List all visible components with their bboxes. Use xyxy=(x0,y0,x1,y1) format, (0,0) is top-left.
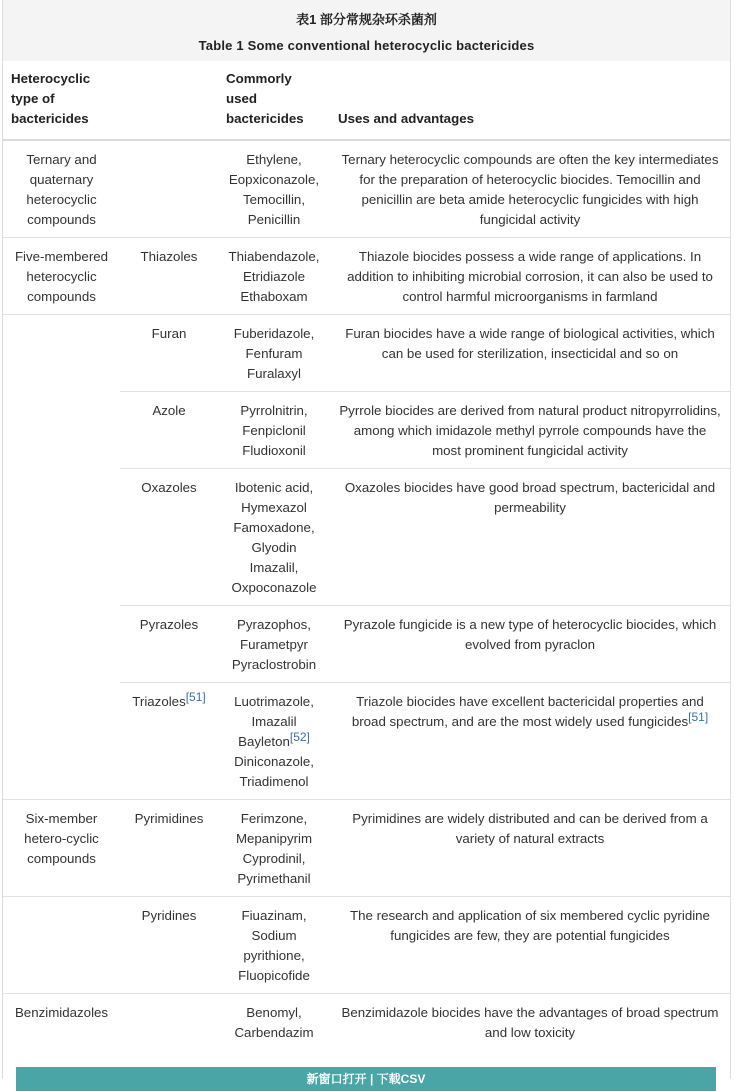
cell-subtype xyxy=(120,800,218,897)
bactericide-text: Fenpiclonil xyxy=(242,423,306,438)
bactericide-name xyxy=(223,849,325,869)
bactericide-name xyxy=(223,732,325,752)
subtype-label: Thiazoles xyxy=(140,249,198,264)
bactericide-text: Oxpoconazole xyxy=(231,580,317,595)
bactericide-text: Bayleton xyxy=(238,734,290,749)
header-uses: Uses and advantages xyxy=(330,61,730,140)
bactericide-text: Benomyl, xyxy=(246,1005,302,1020)
table-caption xyxy=(3,0,730,61)
bactericide-name xyxy=(223,809,325,829)
cell-subtype xyxy=(120,897,218,994)
cell-heterocyclic-type xyxy=(3,469,120,606)
table-row xyxy=(3,469,730,606)
bactericide-name xyxy=(223,210,325,230)
bactericide-name xyxy=(223,267,325,287)
bactericide-text: Ibotenic acid, xyxy=(234,480,314,495)
table-row xyxy=(3,606,730,683)
open-download-button[interactable]: 新窗口打开 | 下载CSV xyxy=(16,1067,716,1091)
bactericide-name xyxy=(223,441,325,461)
bactericide-name xyxy=(223,170,325,190)
bactericide-name xyxy=(223,906,325,926)
bactericide-name xyxy=(223,655,325,675)
bactericide-name xyxy=(223,558,325,578)
subtype-label: Pyridines xyxy=(141,908,197,923)
bactericide-text: pyrithione, xyxy=(243,948,305,963)
bactericide-name xyxy=(223,615,325,635)
bactericide-text: Luotrimazole, xyxy=(234,694,314,709)
bactericide-name xyxy=(223,150,325,170)
cell-subtype xyxy=(120,392,218,469)
bactericide-text: Pyrimethanil xyxy=(237,871,311,886)
reference-link[interactable]: [51] xyxy=(185,690,206,704)
bactericide-text: Temocillin, xyxy=(242,192,306,207)
cell-heterocyclic-type xyxy=(3,315,120,392)
uses-text: Oxazoles biocides have good broad spectrum, bactericidal and permeability xyxy=(344,480,716,515)
table-row xyxy=(3,315,730,392)
bactericide-name xyxy=(223,247,325,267)
uses-text: Furan biocides have a wide range of biological activities, which can be used for sterilization, insecticidal and so on xyxy=(345,326,715,361)
bactericide-text: Famoxadone, xyxy=(233,520,315,535)
cell-uses-advantages xyxy=(330,683,730,800)
bactericide-name xyxy=(223,578,325,598)
cell-subtype xyxy=(120,315,218,392)
bactericide-text: Mepanipyrim xyxy=(235,831,313,846)
bactericide-text: Carbendazim xyxy=(234,1025,314,1040)
cell-uses-advantages xyxy=(330,606,730,683)
bactericide-name xyxy=(223,364,325,384)
bactericide-text: Etridiazole xyxy=(242,269,306,284)
subtype-label: Oxazoles xyxy=(141,480,197,495)
bactericides-table xyxy=(3,61,730,1050)
cell-bactericides xyxy=(218,140,330,238)
bactericide-text: Imazalil, xyxy=(249,560,299,575)
subtype-label: Azole xyxy=(152,403,186,418)
subtype-label: Furan xyxy=(151,326,187,341)
bactericide-name xyxy=(223,190,325,210)
bactericide-name xyxy=(223,518,325,538)
table-row xyxy=(3,800,730,897)
subtype-label: Triazoles xyxy=(132,694,186,709)
cell-uses-advantages xyxy=(330,315,730,392)
table-row xyxy=(3,683,730,800)
bactericide-text: Eopxiconazole, xyxy=(228,172,320,187)
uses-text: The research and application of six membered cyclic pyridine fungicides are few, they are potential fungicides xyxy=(350,908,710,943)
uses-text: Benzimidazole biocides have the advantages of broad spectrum and low toxicity xyxy=(341,1005,719,1040)
uses-text: Pyrazole fungicide is a new type of heterocyclic biocides, which evolved from pyraclon xyxy=(343,617,717,652)
bactericide-text: Ferimzone, xyxy=(240,811,308,826)
bactericide-name xyxy=(223,1003,325,1023)
bactericide-name xyxy=(223,946,325,966)
bactericide-text: Fuberidazole, xyxy=(233,326,315,341)
cell-uses-advantages xyxy=(330,994,730,1051)
bactericide-name xyxy=(223,926,325,946)
cell-bactericides xyxy=(218,683,330,800)
bactericide-text: Hymexazol xyxy=(241,500,307,515)
bactericide-name xyxy=(223,344,325,364)
subtype-label: Pyrimidines xyxy=(134,811,204,826)
bactericide-text: Fiuazinam, xyxy=(241,908,307,923)
bactericide-name xyxy=(223,1023,325,1043)
cell-uses-advantages xyxy=(330,897,730,994)
cell-bactericides xyxy=(218,238,330,315)
bactericide-name xyxy=(223,421,325,441)
subtype-label: Pyrazoles xyxy=(139,617,199,632)
bactericide-name xyxy=(223,692,325,712)
table-body xyxy=(3,140,730,1050)
bactericide-text: Pyrazophos, xyxy=(237,617,311,632)
cell-subtype xyxy=(120,683,218,800)
uses-text: Triazole biocides have excellent bactericidal properties and broad spectrum, and are the most widely used fungicides xyxy=(351,694,704,729)
cell-heterocyclic-type xyxy=(3,683,120,800)
bactericide-text: Diniconazole, xyxy=(234,754,314,769)
bactericide-text: Pyrrolnitrin, xyxy=(240,403,308,418)
bactericide-text: Pyraclostrobin xyxy=(231,657,317,672)
bactericide-text: Sodium xyxy=(251,928,297,943)
bactericide-name xyxy=(223,966,325,986)
bactericide-text: Ethaboxam xyxy=(240,289,308,304)
bactericide-name xyxy=(223,287,325,307)
cell-bactericides xyxy=(218,994,330,1051)
bactericide-text: Triadimenol xyxy=(239,774,309,789)
cell-uses-advantages xyxy=(330,392,730,469)
cell-subtype xyxy=(120,994,218,1051)
bactericide-text: Fenfuram xyxy=(245,346,303,361)
bactericide-text: Thiabendazole, xyxy=(228,249,320,264)
cell-uses-advantages xyxy=(330,140,730,238)
bactericide-name xyxy=(223,498,325,518)
bactericide-text: Penicillin xyxy=(247,212,301,227)
bactericide-text: Fluopicofide xyxy=(238,968,310,983)
uses-text: Thiazole biocides possess a wide range of applications. In addition to inhibiting microbial corrosion, it can also be used to control harmful microorganisms in farmland xyxy=(347,249,713,304)
table-row xyxy=(3,994,730,1051)
cell-bactericides xyxy=(218,392,330,469)
header-row xyxy=(3,61,730,140)
caption-chinese: 表1 部分常规杂环杀菌剂 xyxy=(296,12,437,27)
table-row xyxy=(3,392,730,469)
cell-heterocyclic-type: Benzimidazoles xyxy=(3,994,120,1051)
bactericide-name xyxy=(223,772,325,792)
bactericide-text: Imazalil xyxy=(251,714,297,729)
caption-english: Table 1 Some conventional heterocyclic bactericides xyxy=(198,38,535,53)
cell-heterocyclic-type: Six-member hetero-cyclic compounds xyxy=(3,800,120,897)
table-row xyxy=(3,897,730,994)
bactericide-text: Cyprodinil, xyxy=(242,851,306,866)
table-row xyxy=(3,140,730,238)
bactericide-name xyxy=(223,829,325,849)
cell-subtype xyxy=(120,469,218,606)
bactericide-text: Ethylene, xyxy=(246,152,302,167)
cell-bactericides xyxy=(218,606,330,683)
uses-text: Pyrrole biocides are derived from natural product nitropyrrolidins, among which imidazole methyl pyrrole compounds have the most prominent fungicidal activity xyxy=(339,403,721,458)
cell-subtype xyxy=(120,140,218,238)
bactericide-text: Glyodin xyxy=(251,540,297,555)
bactericide-name xyxy=(223,869,325,889)
reference-link[interactable]: [52] xyxy=(289,730,310,744)
cell-bactericides xyxy=(218,800,330,897)
cell-uses-advantages xyxy=(330,469,730,606)
uses-text: Pyrimidines are widely distributed and can be derived from a variety of natural extracts xyxy=(352,811,708,846)
bactericide-name xyxy=(223,538,325,558)
bactericide-name xyxy=(223,712,325,732)
cell-subtype xyxy=(120,238,218,315)
reference-link[interactable]: [51] xyxy=(688,710,709,724)
cell-bactericides xyxy=(218,897,330,994)
bactericide-name xyxy=(223,478,325,498)
header-agents: Commorly used bactericides xyxy=(218,61,330,140)
bactericide-text: Furametpyr xyxy=(240,637,308,652)
cell-heterocyclic-type xyxy=(3,606,120,683)
cell-bactericides xyxy=(218,469,330,606)
cell-heterocyclic-type xyxy=(3,897,120,994)
header-type: Heterocyclic type of bactericides xyxy=(3,61,120,140)
cell-heterocyclic-type xyxy=(3,392,120,469)
uses-text: Ternary heterocyclic compounds are often the key intermediates for the preparation of heterocyclic biocides. Temocillin and penicillin are beta amide heterocyclic fungicides with high fungicidal activity xyxy=(341,152,719,227)
cell-heterocyclic-type: Ternary and quaternary heterocyclic compounds xyxy=(26,152,97,227)
bactericide-name xyxy=(223,752,325,772)
cell-bactericides xyxy=(218,315,330,392)
table-row xyxy=(3,238,730,315)
bactericide-name xyxy=(223,635,325,655)
bactericide-text: Fludioxonil xyxy=(242,443,306,458)
cell-heterocyclic-type: Five-membered heterocyclic compounds xyxy=(3,238,120,315)
bactericide-name xyxy=(223,324,325,344)
bactericide-name xyxy=(223,401,325,421)
bactericide-text: Furalaxyl xyxy=(247,366,301,381)
header-subtype xyxy=(120,61,218,140)
cell-uses-advantages xyxy=(330,238,730,315)
cell-subtype xyxy=(120,606,218,683)
cell-uses-advantages xyxy=(330,800,730,897)
